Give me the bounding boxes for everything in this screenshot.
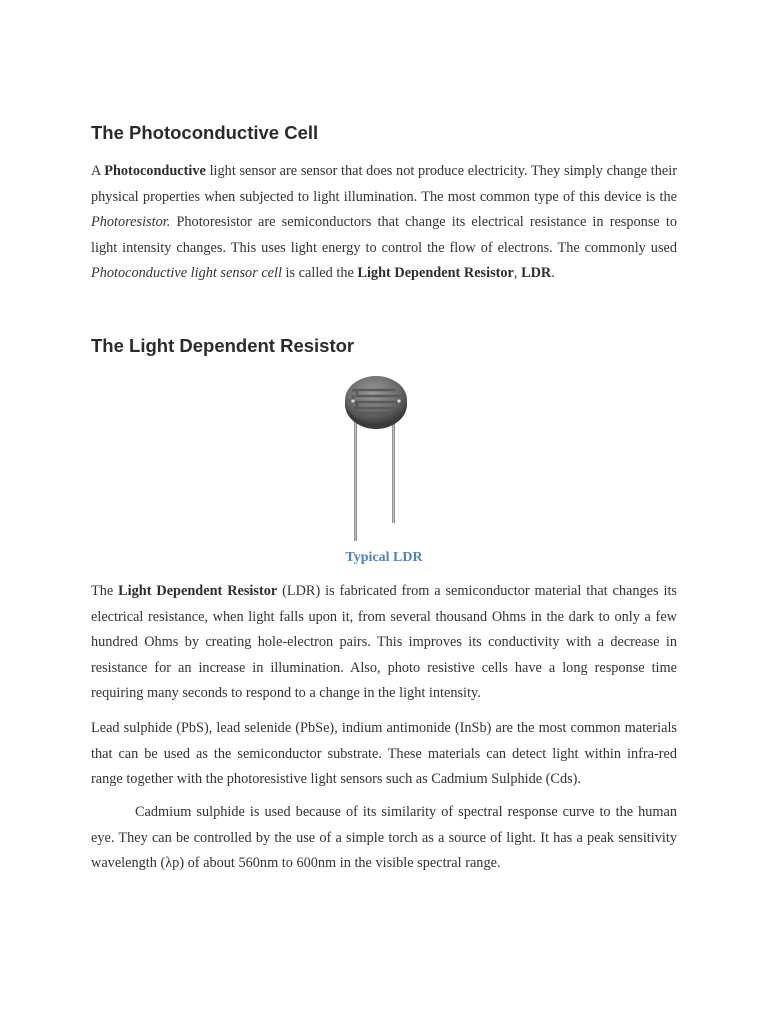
bold-ldr-abbrev: LDR [521,265,552,281]
text-run: A [91,163,105,179]
paragraph-ldr-fabrication [91,579,677,707]
ldr-contact-left [351,399,354,402]
paragraph-photoconductive [91,159,677,287]
paragraph-materials: Lead sulphide (PbS), lead selenide (PbSe), indium antimonide (InSb) are the most common materials that can be used as the semiconductor substrate. These materials can detect light within infra-red range together with the photoresistive light sensors such as Cadmium Sulphide (Cds). [91,720,677,787]
bold-ldr: Light Dependent Resistor [118,583,278,599]
bold-ldr-name: Light Dependent Resistor [357,265,514,281]
text-run: Photoresistor are semiconductors that change its electrical resistance in response to light intensity changes. This uses light energy to control the flow of electrons. The commonly used [91,214,677,256]
italic-photoresistor: Photoresistor. [91,214,171,230]
heading-photoconductive-cell: The Photoconductive Cell [91,122,319,143]
text-run: . [551,265,555,281]
italic-sensor-cell: Photoconductive light sensor cell [91,265,282,281]
text-run: (LDR) is fabricated from a semiconductor material that changes its electrical resistance, when light falls upon it, from several thousand Ohms in the dark to only a few hundred Ohms by creating hole-electron pairs. This improves its conductivity with a decrease in resistance for an increase in illumination. Also, photo resistive cells have a long response time requiring many seconds to respond to a change in the light intensity. [91,583,677,701]
text-run: , [513,265,522,281]
bold-photoconductive: Photoconductive [104,163,206,179]
figure-caption: Typical LDR [345,550,423,565]
ldr-leg-right [392,415,395,523]
ldr-leg-left [354,415,357,541]
ldr-contact-right [397,399,400,402]
ldr-image [343,370,413,542]
ldr-figure [343,370,413,542]
paragraph-cadmium-sulphide [91,800,677,877]
text-run: Cadmium sulphide is used because of its similarity of spectral response curve to the human eye. They can be controlled by the use of a simple torch as a source of light. It has a peak sensitivity wavelength (λp) of about 560nm to 600nm in the visible spectral range. [91,804,677,871]
text-run: is called the [281,265,358,281]
heading-light-dependent-resistor: The Light Dependent Resistor [91,335,355,356]
text-run: light sensor are sensor that does not produce electricity. They simply change their physical properties when subjected to light illumination. The most common type of this device is the [91,163,677,205]
text-run: The [91,583,119,599]
